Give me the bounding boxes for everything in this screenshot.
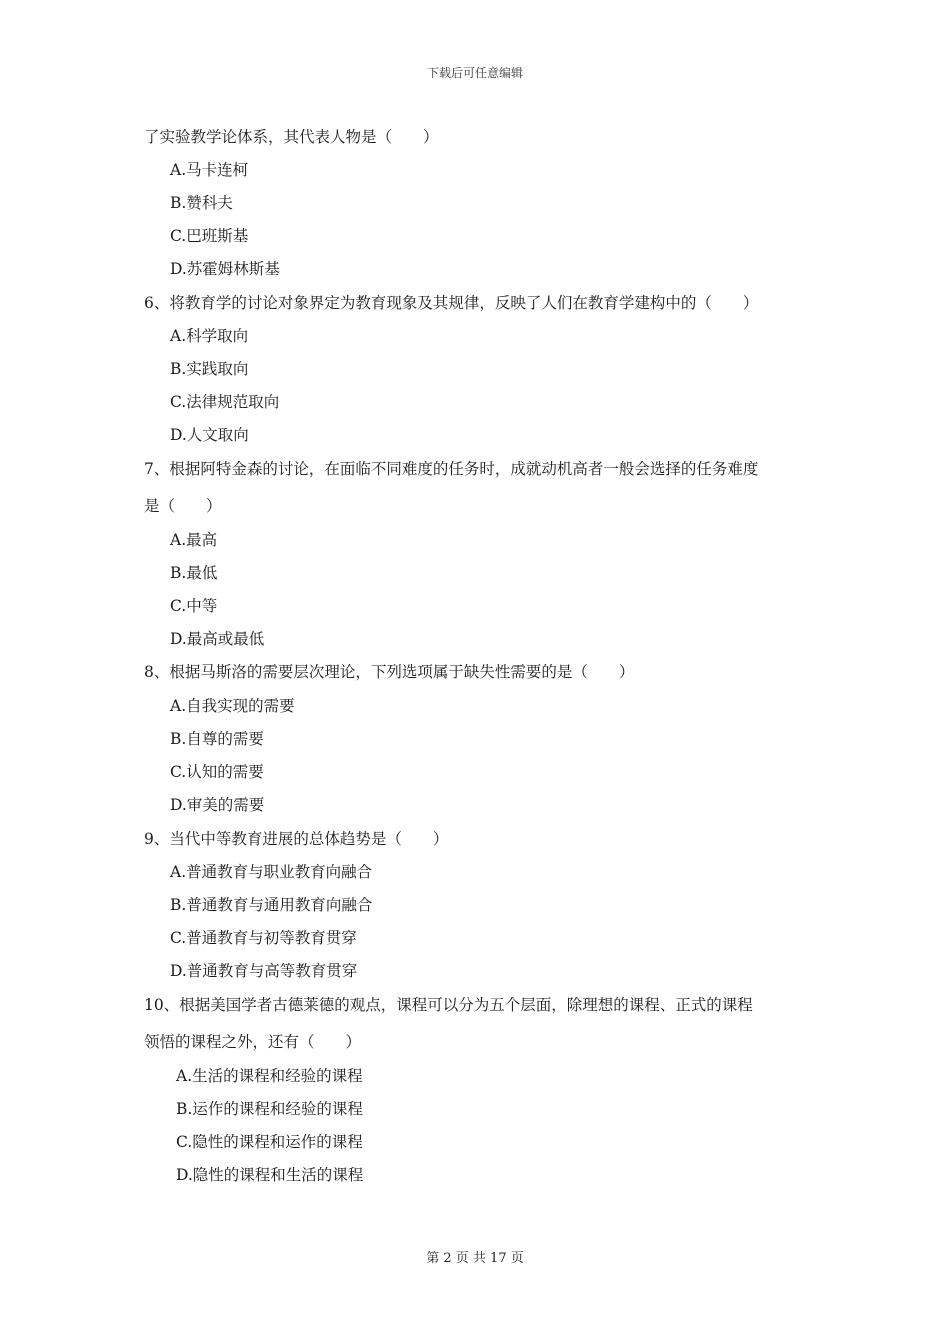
page-header: 下载后可任意编辑 xyxy=(426,66,523,80)
question-text: 领悟的课程之外，还有（ ） xyxy=(144,1033,362,1051)
question-text: 10、根据美国学者古德莱德的观点，课程可以分为五个层面，除理想的课程、正式的课程 xyxy=(144,996,753,1014)
answer-option: C.普通教育与初等教育贯穿 xyxy=(170,929,357,947)
page-footer: 第 2 页 共 17 页 xyxy=(426,1251,524,1266)
answer-option: C.中等 xyxy=(170,597,218,615)
answer-option: C.认知的需要 xyxy=(170,763,264,781)
answer-option: A.马卡连柯 xyxy=(170,161,249,179)
question-text: 是（ ） xyxy=(144,497,222,515)
answer-option: B.自尊的需要 xyxy=(170,730,264,748)
question-text: 6、将教育学的讨论对象界定为教育现象及其规律，反映了人们在教育学建构中的（ ） xyxy=(144,294,759,312)
answer-option: A.普通教育与职业教育向融合 xyxy=(170,863,373,881)
answer-option: D.审美的需要 xyxy=(170,796,265,814)
question-text: 7、根据阿特金森的讨论，在面临不同难度的任务时，成就动机高者一般会选择的任务难度 xyxy=(144,460,759,478)
answer-option: A.最高 xyxy=(170,531,218,549)
question-text: 9、当代中等教育进展的总体趋势是（ ） xyxy=(144,830,449,848)
answer-option: C.法律规范取向 xyxy=(170,393,280,411)
answer-option: B.实践取向 xyxy=(170,360,249,378)
answer-option: D.人文取向 xyxy=(170,426,249,444)
answer-option: B.普通教育与通用教育向融合 xyxy=(170,896,373,914)
answer-option: C.巴班斯基 xyxy=(170,227,249,245)
answer-option: D.隐性的课程和生活的课程 xyxy=(176,1166,364,1184)
answer-option: D.苏霍姆林斯基 xyxy=(170,260,280,278)
question-text: 8、根据马斯洛的需要层次理论，下列选项属于缺失性需要的是（ ） xyxy=(144,663,635,681)
answer-option: A.科学取向 xyxy=(170,327,249,345)
answer-option: A.自我实现的需要 xyxy=(170,697,295,715)
answer-option: B.运作的课程和经验的课程 xyxy=(176,1100,363,1118)
question-text: 了实验教学论体系，其代表人物是（ ） xyxy=(144,128,439,146)
answer-option: D.普通教育与高等教育贯穿 xyxy=(170,962,358,980)
answer-option: C.隐性的课程和运作的课程 xyxy=(176,1133,363,1151)
answer-option: D.最高或最低 xyxy=(170,630,265,648)
answer-option: A.生活的课程和经验的课程 xyxy=(176,1067,363,1085)
answer-option: B.赞科夫 xyxy=(170,194,233,212)
answer-option: B.最低 xyxy=(170,564,218,582)
